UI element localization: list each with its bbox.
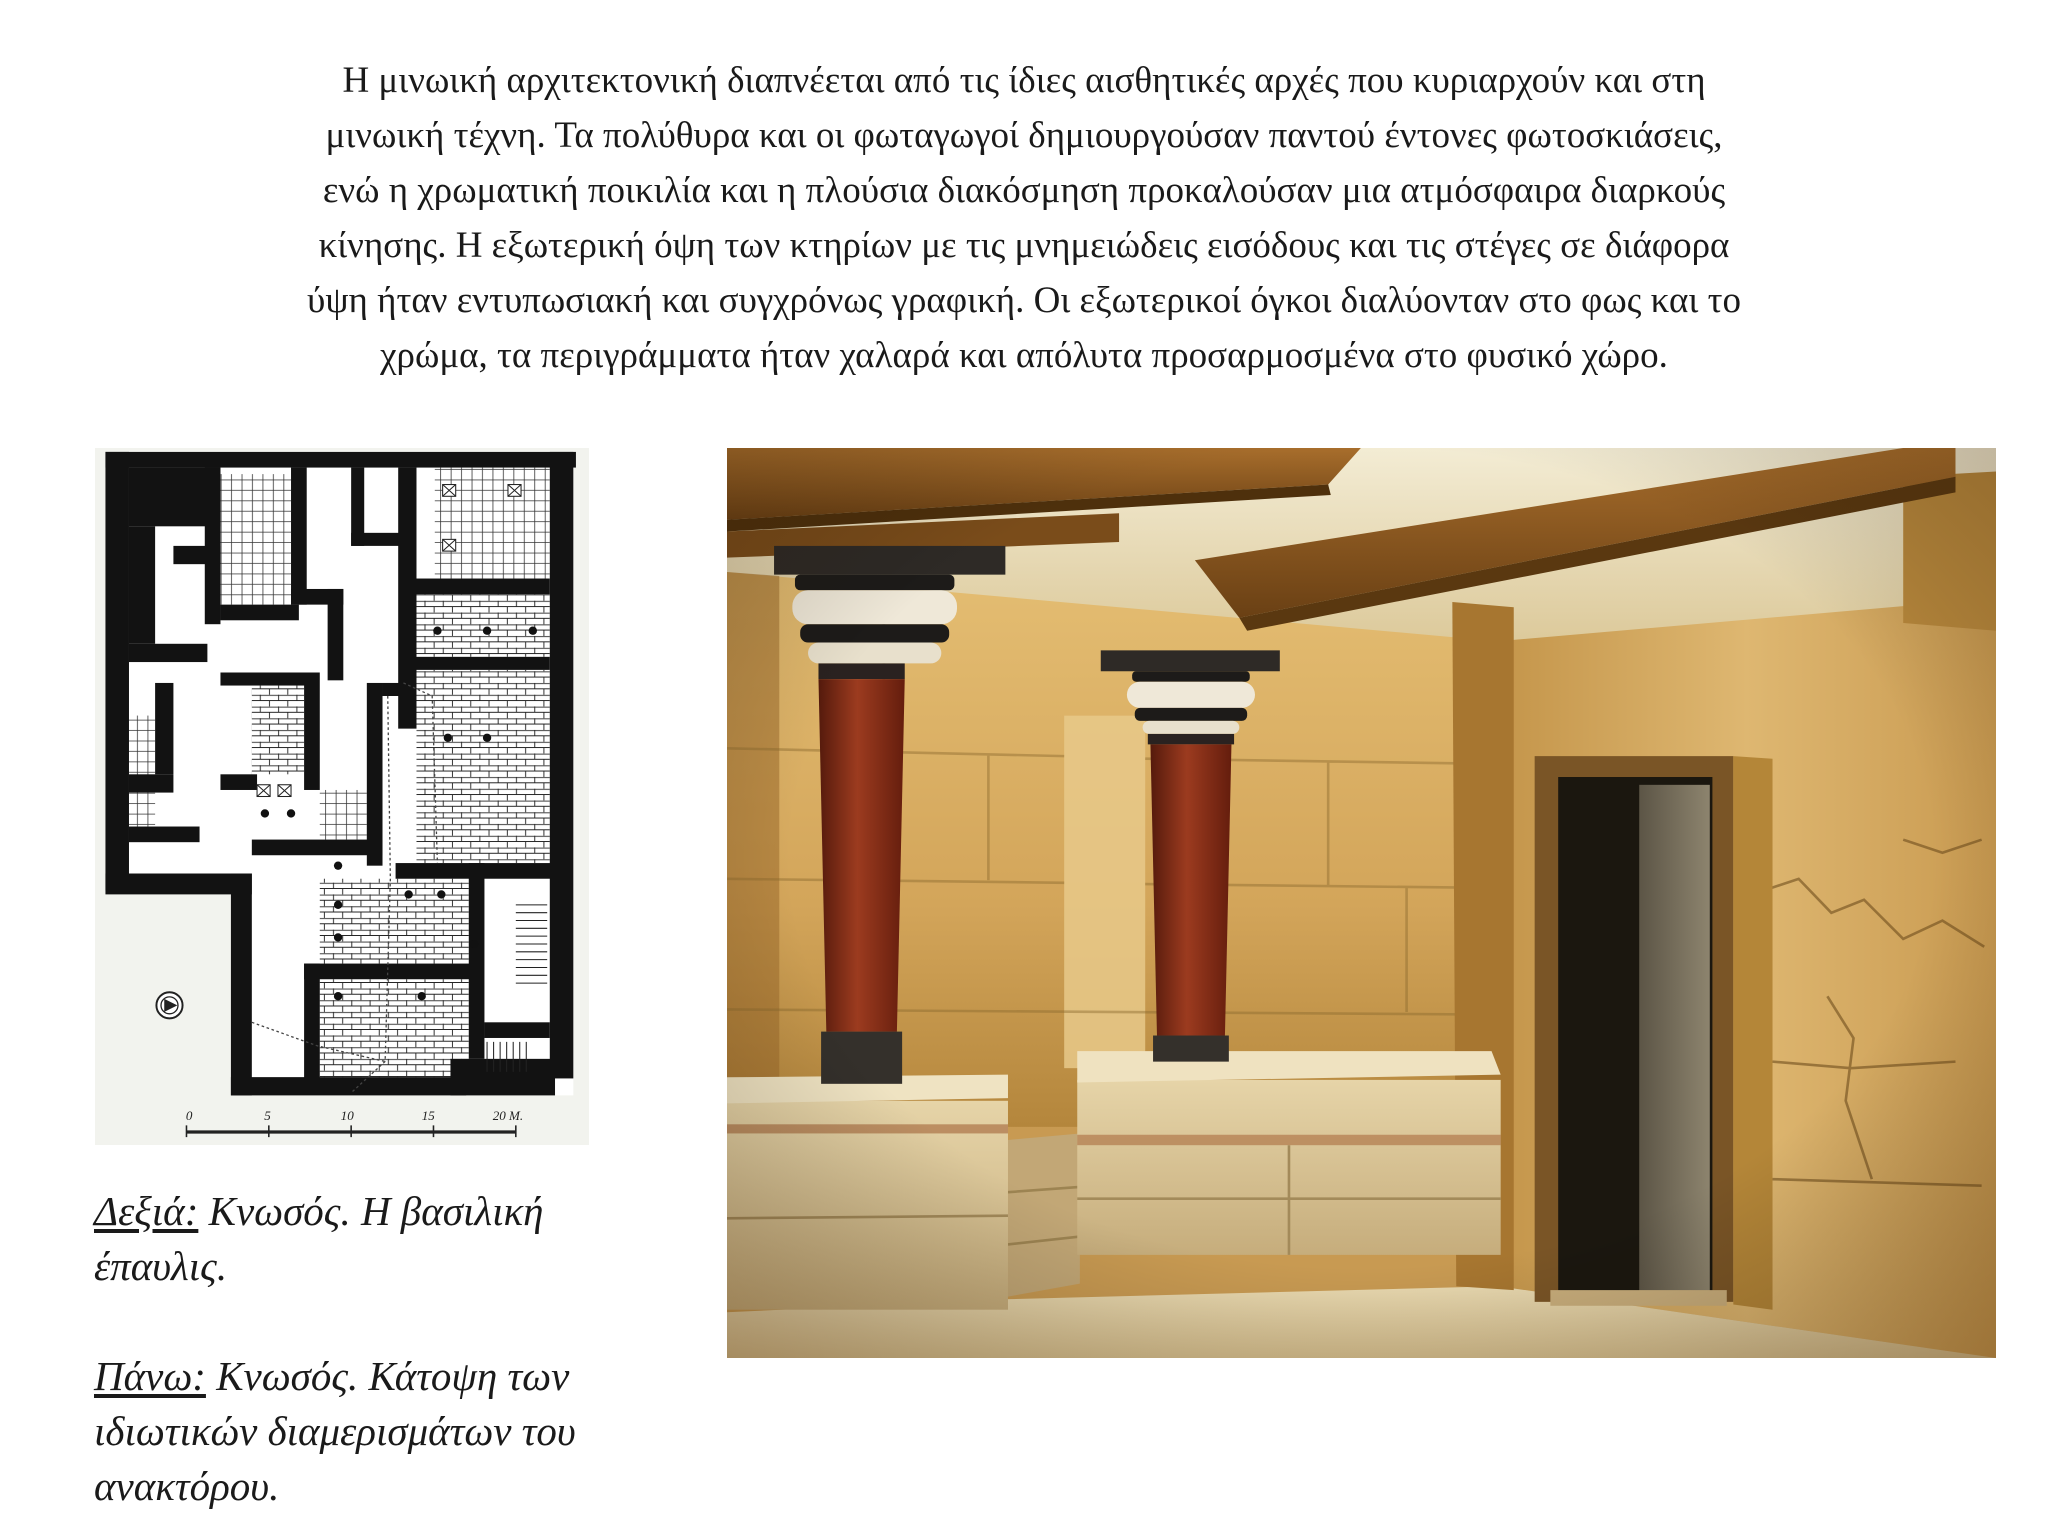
plan-wall: [205, 468, 221, 625]
plan-wall: [129, 644, 207, 662]
image-captions: [94, 1184, 694, 1514]
plan-wall: [105, 452, 575, 468]
paragraph-line: χρώμα, τα περιγράμματα ήταν χαλαρά και απόλυτα προσαρμοσμένα στο φυσικό χώρο.: [380, 335, 1668, 376]
column-base-dot: [418, 992, 426, 1000]
column-base-dot: [433, 627, 441, 635]
paragraph-line: Η μινωική αρχιτεκτονική διαπνέεται από τις ίδιες αισθητικές αρχές που κυριαρχούν και στη: [342, 60, 1706, 101]
x-mark: [508, 485, 521, 497]
plan-wall: [220, 774, 257, 790]
caption-line: [94, 1184, 694, 1239]
column-base-dot: [334, 862, 342, 870]
plan-wall: [105, 452, 129, 891]
north-arrow-icon: [156, 992, 182, 1018]
plan-wall: [304, 964, 320, 1081]
plan-wall: [220, 673, 311, 686]
column-base-dot: [334, 933, 342, 941]
scale-label: 15: [421, 1108, 435, 1124]
plan-wall: [129, 774, 173, 792]
column-base-dot: [483, 627, 491, 635]
floor-plan-image: [95, 448, 589, 1145]
column-base-dot: [261, 809, 269, 817]
caption-spacer: [94, 1294, 694, 1349]
scale-label: 20 M.: [492, 1108, 524, 1124]
caption-line: [94, 1349, 694, 1404]
paragraph-line: ενώ η χρωματική ποικιλία και η πλούσια διακόσμηση προκαλούσαν μια ατμόσφαιρα διαρκούς: [322, 170, 1726, 211]
column-base-dot: [287, 809, 295, 817]
plan-wall: [155, 683, 173, 774]
caption-text: έπαυλις.: [94, 1243, 228, 1289]
plan-wall: [231, 874, 252, 1096]
paved-room: [252, 686, 304, 775]
column-base-dot: [470, 940, 478, 948]
paved-room: [416, 594, 549, 657]
room-photo: [727, 448, 1996, 1358]
plan-wall: [550, 452, 574, 1079]
caption-label-right: Δεξιά:: [94, 1188, 199, 1234]
paved-room: [129, 716, 155, 827]
plan-wall: [351, 533, 403, 546]
intro-paragraph: [0, 53, 2048, 383]
photo-vignette: [727, 448, 1996, 1358]
column-base-dot: [444, 734, 452, 742]
caption-text: ανακτόρου.: [94, 1463, 280, 1509]
plan-wall: [484, 1022, 549, 1038]
paragraph-line: κίνησης. Η εξωτερική όψη των κτηρίων με τις μνημειώδεις εισόδους και τις στέγες σε διάφορα: [318, 225, 1730, 266]
plan-wall: [220, 605, 298, 621]
plan-wall: [416, 657, 549, 670]
caption-line: [94, 1239, 694, 1294]
scale-label: 5: [264, 1108, 271, 1124]
plan-wall: [252, 840, 383, 856]
x-mark: [443, 539, 456, 551]
plan-wall: [231, 1077, 466, 1095]
plan-wall: [367, 683, 383, 866]
x-mark: [443, 485, 456, 497]
caption-line: [94, 1459, 694, 1514]
caption-text: Κνωσός. Η βασιλική: [208, 1188, 544, 1234]
plan-wall: [469, 863, 485, 1059]
plan-wall: [304, 964, 474, 980]
plan-wall: [416, 579, 549, 595]
plan-wall: [105, 874, 251, 895]
plan-wall: [304, 673, 320, 790]
paved-room: [416, 670, 549, 863]
scale-label: 0: [185, 1108, 193, 1124]
scale-label: 10: [340, 1108, 354, 1124]
paved-room: [320, 979, 469, 1077]
column-base-dot: [334, 901, 342, 909]
column-base-dot: [334, 992, 342, 1000]
plan-wall: [328, 589, 344, 680]
plan-wall: [291, 468, 307, 605]
caption-line: [94, 1404, 694, 1459]
column-base-dot: [529, 627, 537, 635]
paved-room: [320, 790, 367, 840]
plan-wall: [450, 1059, 555, 1096]
x-mark: [257, 785, 270, 797]
caption-text: ιδιωτικών διαμερισμάτων του: [94, 1408, 576, 1454]
paved-room: [320, 879, 469, 964]
paragraph-line: μινωική τέχνη. Τα πολύθυρα και οι φωταγωγοί δημιουργούσαν παντού έντονες φωτοσκιάσεις,: [325, 115, 1723, 156]
caption-label-top: Πάνω:: [94, 1353, 206, 1399]
plan-wall: [129, 827, 200, 843]
paved-room: [220, 474, 291, 605]
column-base-dot: [483, 734, 491, 742]
caption-text: Κνωσός. Κάτοψη των: [216, 1353, 570, 1399]
column-base-dot: [404, 890, 412, 898]
x-mark: [278, 785, 291, 797]
plan-wall: [383, 683, 404, 696]
column-base-dot: [437, 890, 445, 898]
paragraph-line: ύψη ήταν εντυπωσιακή και συγχρόνως γραφική. Οι εξωτερικοί όγκοι διαλύονταν στο φως και το: [307, 280, 1741, 321]
plan-wall: [129, 526, 155, 643]
